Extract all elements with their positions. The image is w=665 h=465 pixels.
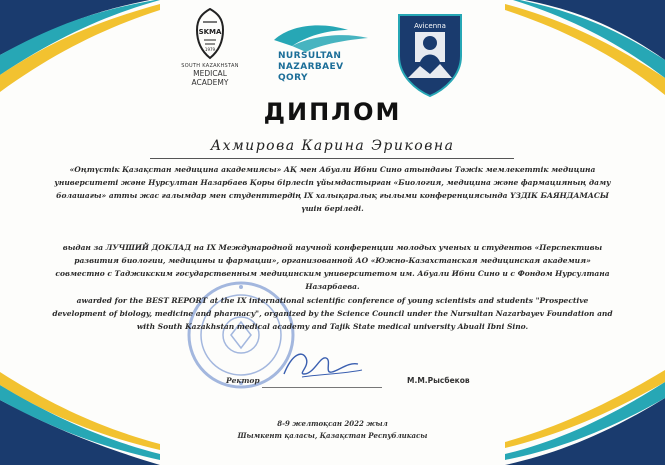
recipient-name: Ахмирова Карина Эриковна xyxy=(210,138,455,154)
signature-line xyxy=(262,387,382,388)
nq-line3: QORY xyxy=(278,73,308,83)
diploma-title: ДИПЛОМ xyxy=(263,98,402,126)
signature-row xyxy=(0,374,665,392)
rector-name: М.М.Рысбеков xyxy=(407,376,470,385)
award-text-kazakh: «Оңтүстік Қазақстан медицина академиясы» АҚ мен Абуали Ибни Сино атындағы Тәжік мемлекеттік медицина университеті және Нурсултан Назарбаев Қоры бірлесіп ұйымдастырған «Биология, медицина және фармацияның даму болашағы» атты жас ғалымдар мен студенттердің IX халықаралық ғылыми конференциясында ҮЗДІК БАЯНДАМАСЫ үшін беріледі. xyxy=(54,165,611,213)
skma-line1: MEDICAL xyxy=(193,69,227,78)
avicenna-label: Avicenna xyxy=(414,22,446,30)
skma-abbr: SKMA xyxy=(198,28,222,36)
rector-label: Ректор xyxy=(226,376,260,385)
award-text-russian: выдан за ЛУЧШИЙ ДОКЛАД на IX Международной научной конференции молодых ученых и студентов «Перспективы развития биологии, медицины и фармации», организованной АО «Южно-Казахстанская медицинская академия» совместно с Таджикским государственным медицинским университетом им. Абуали Ибни Сино и с Фондом Нурсултана Назарбаева. xyxy=(55,243,610,291)
avicenna-logo xyxy=(396,12,464,98)
nq-text xyxy=(278,51,378,84)
nq-wing-icon xyxy=(262,18,386,54)
skma-emblem-icon xyxy=(193,8,227,60)
award-text-english: awarded for the BEST REPORT at the IX international scientific conference of young scientists and students "Prospective development of biology, medicine and pharmacy", organized by the Science Council under the Nursultan Nazarbayev Foundation and with South Kazakhstan medical academy and Tajik State medical university Abuali Ibni Sino. xyxy=(52,296,613,331)
logo-row xyxy=(0,6,665,98)
event-place: Шымкент қаласы, Қазақстан Республикасы xyxy=(237,431,428,440)
event-date: 8-9 желтоқсан 2022 жыл xyxy=(277,419,388,428)
nq-line1: NURSULTAN xyxy=(278,51,342,61)
nq-line2: NAZARBAEV xyxy=(278,62,344,72)
skma-year: 1979 xyxy=(204,47,216,52)
recipient-underline xyxy=(150,158,514,159)
skma-line2: ACADEMY xyxy=(191,78,229,87)
nursultan-nazarbaev-qory-logo xyxy=(262,18,386,88)
skma-logo xyxy=(150,8,270,87)
skma-tagline: SOUTH KAZAKHSTAN xyxy=(181,63,239,69)
